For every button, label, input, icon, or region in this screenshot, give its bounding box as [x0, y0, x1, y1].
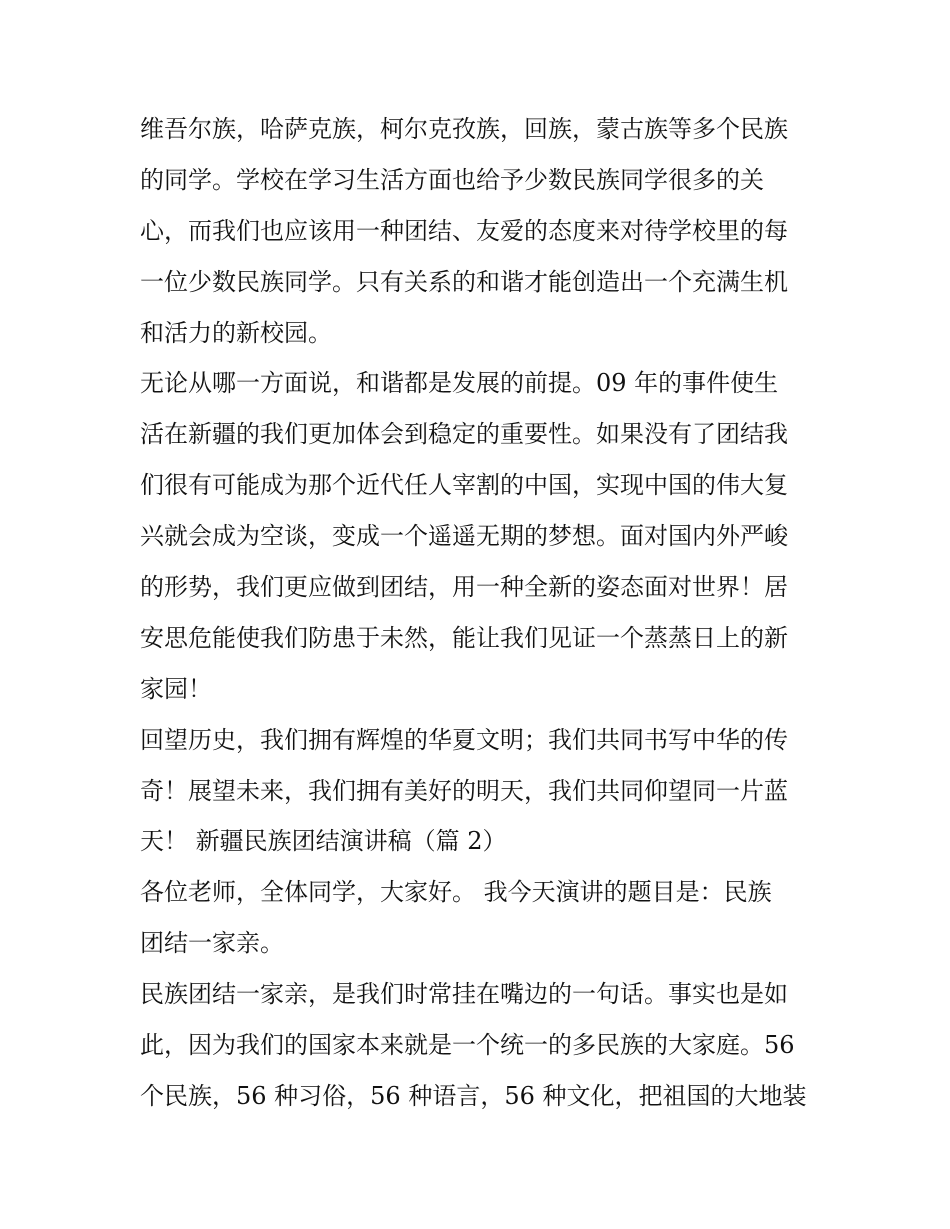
text-line: 和活力的新校园。: [140, 318, 332, 347]
text-line: 个民族，56 种习俗，56 种语言，56 种文化，把祖国的大地装: [140, 1081, 807, 1110]
text-line: 天！ 新疆民族团结演讲稿（篇 2）: [140, 827, 507, 856]
text-line: 各位老师，全体同学，大家好。 我今天演讲的题目是：民族: [140, 878, 772, 907]
text-line: 此，因为我们的国家本来就是一个统一的多民族的大家庭。56: [140, 1031, 795, 1060]
text-line: 民族团结一家亲，是我们时常挂在嘴边的一句话。事实也是如: [140, 980, 788, 1009]
text-line: 的形势，我们更应做到团结，用一种全新的姿态面对世界！居: [140, 573, 788, 602]
text-line: 心，而我们也应该用一种团结、友爱的态度来对待学校里的每: [140, 216, 788, 245]
text-line: 奇！展望未来，我们拥有美好的明天，我们共同仰望同一片蓝: [140, 776, 788, 805]
text-line: 无论从哪一方面说，和谐都是发展的前提。09 年的事件使生: [140, 369, 779, 398]
text-line: 一位少数民族同学。只有关系的和谐才能创造出一个充满生机: [140, 267, 788, 296]
text-line: 家园！: [140, 674, 212, 703]
text-line: 兴就会成为空谈，变成一个遥遥无期的梦想。面对国内外严峻: [140, 522, 788, 551]
body-text: [140, 104, 816, 1122]
text-line: 回望历史，我们拥有辉煌的华夏文明；我们共同书写中华的传: [140, 725, 788, 754]
text-line: 安思危能使我们防患于未然，能让我们见证一个蒸蒸日上的新: [140, 623, 788, 652]
text-line: 团结一家亲。: [140, 929, 284, 958]
text-line: 们很有可能成为那个近代任人宰割的中国，实现中国的伟大复: [140, 471, 788, 500]
text-line: 维吾尔族，哈萨克族，柯尔克孜族，回族，蒙古族等多个民族: [140, 115, 788, 143]
text-line: 活在新疆的我们更加体会到稳定的重要性。如果没有了团结我: [140, 420, 788, 449]
text-line: 的同学。学校在学习生活方面也给予少数民族同学很多的关: [140, 165, 764, 194]
